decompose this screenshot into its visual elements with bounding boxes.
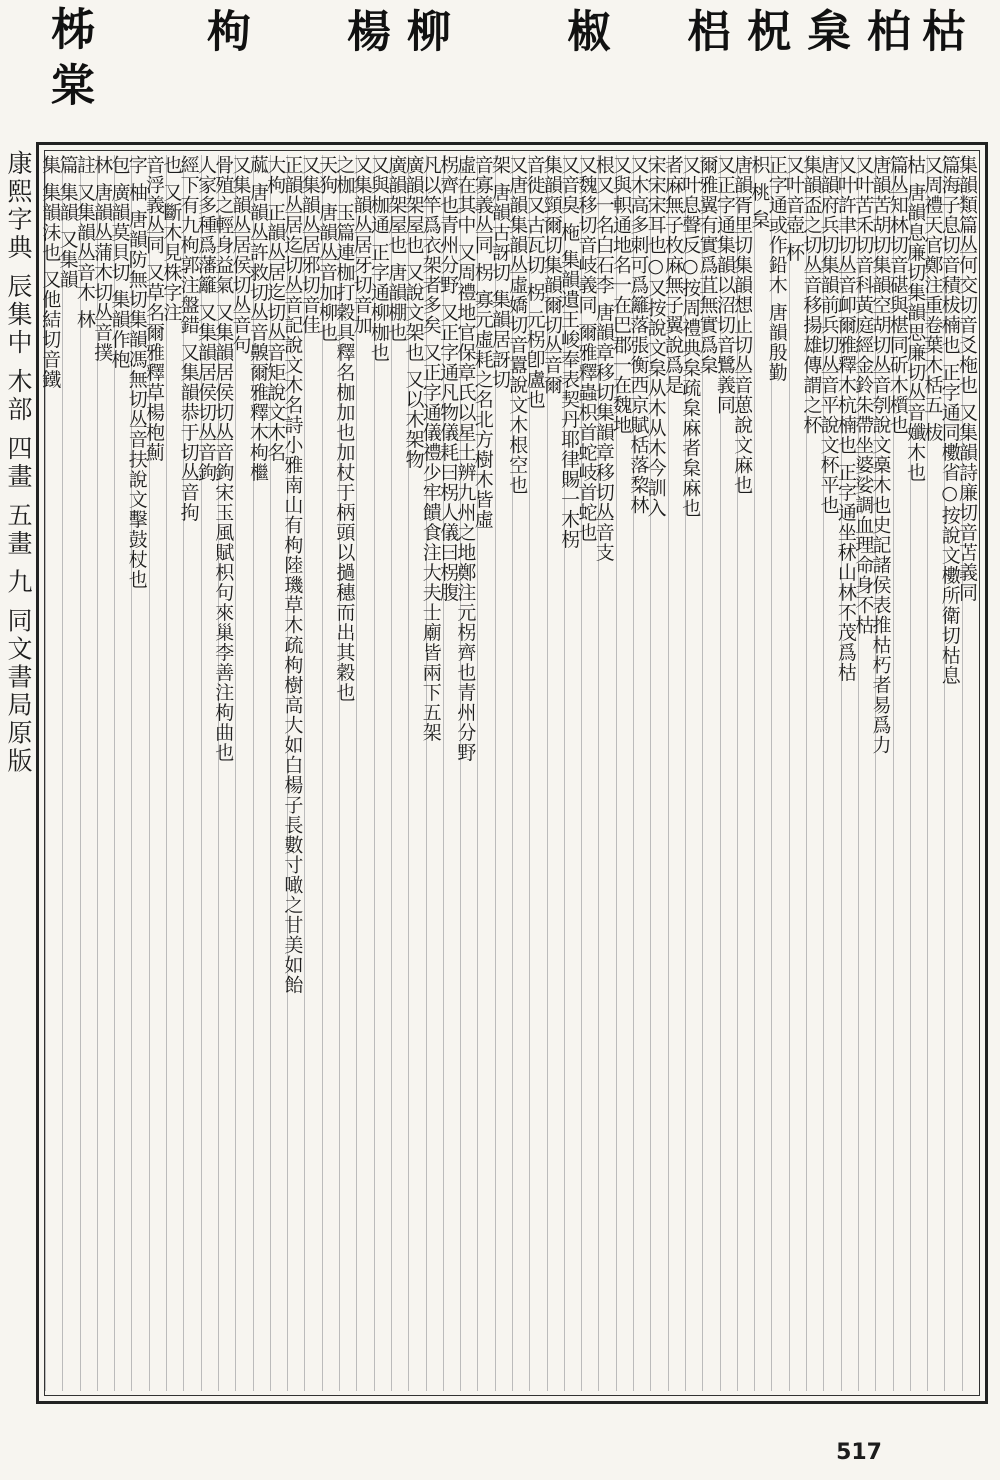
text-column: 正韻丛居迄切丛音記說文木名詩小雅南山有枸陸璣草木疏枸樹高大如白楊子長數寸噉之甘美如飴 [287, 155, 304, 1391]
seal-glyph: 枲 [799, 8, 850, 54]
text-column: 又集韻丛居侯切丛音句 [235, 155, 252, 1391]
text-column: 廣韻架屋也 唐韻棚也 [391, 155, 408, 1391]
seal-glyph: 棠 [43, 62, 94, 108]
text-column: 柺齊也青州分野 又正字通凡物儀耗曰柺人儀曰柺腹 [443, 155, 460, 1391]
text-column: 篇海子息切音積柭楠也 正字通同櫢省○按說文櫢所衛切枯息 [944, 155, 961, 1391]
text-column: 音浮義丛同 又草名爾雅釋草楊枹薊 [149, 155, 166, 1391]
text-column: 凡以竿爲衣架者多矣 又正字通儀禮少牢饋食注大夫士廟皆兩下五架 [426, 155, 443, 1391]
text-column: 虛在其中 又周禮地官保章氏以星土辨九州之地鄭注元柺齊也青州分野 [460, 155, 477, 1391]
text-column: 又與軹通地名一在巴郡一在魏地 [616, 155, 633, 1391]
seal-glyph: 柷 [739, 8, 790, 54]
text-column: 又集韻丛居邪切音佳 [304, 155, 321, 1391]
text-column: 林 唐韻丛蒲木切丛音撲 [97, 155, 114, 1391]
text-column: 爾雅翼有實爲苴無實爲枲 [702, 155, 719, 1391]
text-column: 音徙又古瓦切 柺 元柺卽盧也 [529, 155, 546, 1391]
text-column: 又叶音壺 杯 [789, 155, 806, 1391]
seal-glyph: 枸 [199, 8, 250, 54]
text-column: 又正字通集韻以沼切音鷺義同 [720, 155, 737, 1391]
seal-glyph: 楊 [339, 8, 390, 54]
text-column: 又叶息聲反○按周禮典枲疏枲麻者枲麻也 [685, 155, 702, 1391]
seal-glyph: 柏 [859, 8, 910, 54]
text-column: 者麻無子枚麻無子翼說爲是 [668, 155, 685, 1391]
text-column: 之枷 玉篇連枷打穀具釋名枷加也加杖于柄頭以撾穗而出其穀也 [339, 155, 356, 1391]
text-column: 又集韻丛居牙切音加 [356, 155, 373, 1391]
seal-glyph: 柳 [399, 8, 450, 54]
column-area [39, 150, 980, 1396]
text-column: 又叶許聿切丛音卹爾雅釋木杭楠也 正字通坐秫山林不茂爲枯 [841, 155, 858, 1391]
text-column: 篇 集韻 又集韻 [62, 155, 79, 1391]
page-number: 517 [836, 1440, 882, 1465]
text-column: 架 唐韻古訝切 集韻居訝切 [495, 155, 512, 1391]
seal-glyph: 椒 [559, 8, 610, 54]
text-column: 包 廣韻莫貝切 集韻作枹 [114, 155, 131, 1391]
text-column: 集 集韻沬也 又他結切音鐵 [45, 155, 62, 1391]
text-column: 根又一名白石李 唐韻章移切集韻章移切丛音支 [598, 155, 615, 1391]
text-column: 人家多種爲藩籬 又集韻居侯切丛音鉤 [201, 155, 218, 1391]
text-column: 廣韻架屋也 又說文架也 又以木架物 [408, 155, 425, 1391]
text-column: 又木高多刺可爲籬落張衡西京賦栝落棃林 [633, 155, 650, 1391]
seal-header-row [40, 6, 990, 136]
text-column: 枯 唐韻息廉切集韻思廉切丛音孅木也 [910, 155, 927, 1391]
text-column: 又魏移切音岐義同 爾雅釋蟲枳首蛇岐首蛇也 [581, 155, 598, 1391]
text-column: 註 又集韻丛音木 林 [80, 155, 97, 1391]
text-column: 又與枷通 正字通柳枷也 [374, 155, 391, 1391]
text-column: 集韻頸爾切集韻爾切丛音爾 [547, 155, 564, 1391]
text-column: 集韻類篇丛何交切音爻柂也 又集韻詩廉切音苫義同 [962, 155, 979, 1391]
text-column: 唐韻府兵切集韻前兵切丛音平說文杯平也 [823, 155, 840, 1391]
text-frame [36, 142, 988, 1404]
text-column: 正字通或作鉛木 唐韻殷勤 [771, 155, 788, 1391]
seal-glyph: 梠 [679, 8, 730, 54]
text-column: 音寡義丛同 柺 寡元虛耗之名北方樹木皆虛 [477, 155, 494, 1391]
text-column: 又叶苦禾切音科黃庭經金鈴朱帶坐婆娑調血理命身不枯 [858, 155, 875, 1391]
text-column: 又音臭 柂 集韻遺王峻奉表契丹耶律賜一木柺 [564, 155, 581, 1391]
text-column: 字 柚 唐韻防無切集韻馮無切丛音扶說文擊鼓杖也 [131, 155, 148, 1391]
text-column: 又唐韻集韻丛虛嬌切音囂說文木根空也 [512, 155, 529, 1391]
margin-title: 康熙字典 辰集中 木部 四畫 五畫 九 同文書局原版 [4, 150, 33, 776]
text-column: 又周禮天官鄭注重卷葉木栝五 柭 [927, 155, 944, 1391]
text-column: 唐韻胥里切集韻想止切丛音葸說文麻也 [737, 155, 754, 1391]
text-column: 天狗 唐韻丛音加柳也 [322, 155, 339, 1391]
seal-glyph: 柹 [43, 6, 94, 52]
text-column: 蓏 唐韻丛許救切丛音齅爾雅釋木枸檵 [253, 155, 270, 1391]
text-column: 唐韻苦胡切集韻空胡切丛音刳說文槀木也史記諸侯表推枯朽者易爲力 [875, 155, 892, 1391]
text-column: 骨殖之輕身益氣 又集韻居侯切丛音鉤宋玉風賦枳句來巢李善注枸曲也 [218, 155, 235, 1391]
text-column: 大枸 正韻丛居迄切丛音矩說文木名 [270, 155, 287, 1391]
text-column: 集韻盃之切丛音移揚雄傳謂之杯 [806, 155, 823, 1391]
text-column: 篇丛知林切音碪與椹同斫木櫍也 [893, 155, 910, 1391]
text-column: 枳 桃 枲 [754, 155, 771, 1391]
text-column: 宋宋宋耳也○又按說文枲从木从木今訓入 [650, 155, 667, 1391]
text-column: 也 又斷木見株字注 [166, 155, 183, 1391]
text-column: 經下有九枸郭注盤錯 又集韻恭于切丛音拘 [183, 155, 200, 1391]
seal-glyph: 枯 [914, 8, 965, 54]
